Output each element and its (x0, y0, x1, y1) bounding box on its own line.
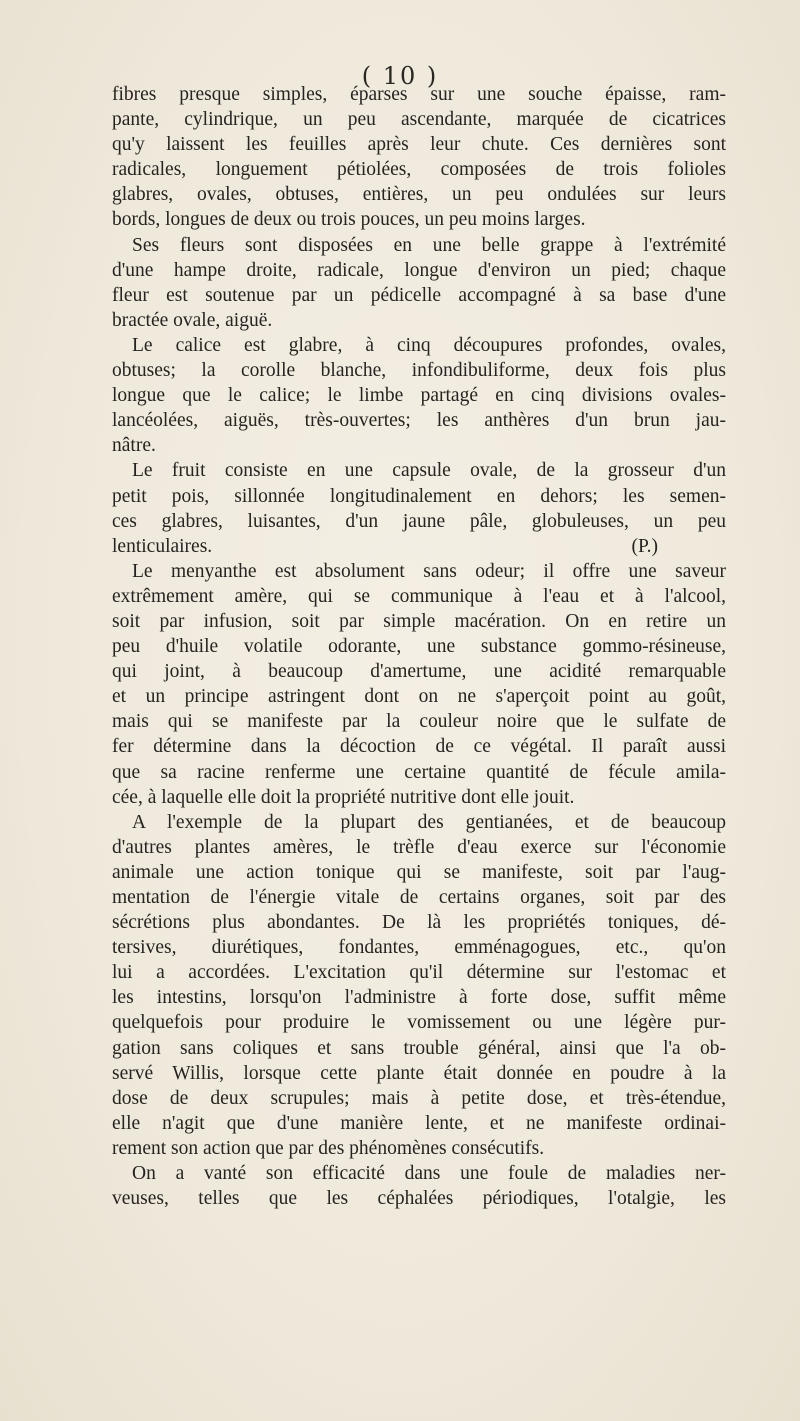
text-line: A l'exemple de la plupart des gentianées, et de beaucoup (132, 811, 726, 833)
text-line: Le calice est glabre, à cinq découpures profondes, ovales, (132, 334, 726, 356)
text-line: sécrétions plus abondantes. De là les propriétés toniques, dé- (112, 912, 726, 934)
paragraph (112, 559, 726, 810)
text-line: que sa racine renferme une certaine quantité de fécule amila- (112, 761, 726, 783)
paragraph (112, 82, 726, 233)
text-line: lancéolées, aiguës, très-ouvertes; les anthères d'un brun jau- (112, 410, 726, 432)
paragraph (112, 333, 726, 458)
text-line: peu d'huile volatile odorante, une substance gommo-résineuse, (112, 636, 726, 658)
text-line: On a vanté son efficacité dans une foule de maladies ner- (132, 1163, 726, 1185)
body-text (112, 82, 726, 1211)
text-line: soit par infusion, soit par simple macération. On en retire un (112, 610, 726, 632)
text-line: Ses fleurs sont disposées en une belle grappe à l'extrémité (132, 234, 726, 256)
text-line: petit pois, sillonnée longitudinalement en dehors; les semen- (112, 485, 726, 507)
text-line: obtuses; la corolle blanche, infondibuliforme, deux fois plus (112, 360, 726, 382)
text-line: cée, à laquelle elle doit la propriété nutritive dont elle jouit. (112, 786, 575, 808)
text-line: mais qui se manifeste par la couleur noire que le sulfate de (112, 711, 726, 733)
text-line: tersives, diurétiques, fondantes, emménagogues, etc., qu'on (112, 937, 726, 959)
text-line: d'autres plantes amères, le trèfle d'eau exerce sur l'économie (112, 836, 726, 858)
page-number: ( 10 ) (361, 62, 439, 90)
text-line: Le menyanthe est absolument sans odeur; il offre une saveur (132, 560, 726, 582)
paragraph (112, 1161, 726, 1211)
text-line: bords, longues de deux ou trois pouces, un peu moins larges. (112, 209, 586, 231)
text-line: veuses, telles que les céphalées périodiques, l'otalgie, les (112, 1188, 726, 1210)
text-line: Le fruit consiste en une capsule ovale, de la grosseur d'un (132, 460, 726, 482)
text-line: animale une action tonique qui se manifeste, soit par l'aug- (112, 861, 726, 883)
text-line: ces glabres, luisantes, d'un jaune pâle, globuleuses, un peu (112, 510, 726, 532)
text-line: fer détermine dans la décoction de ce végétal. Il paraît aussi (112, 736, 726, 758)
text-line: nâtre. (112, 435, 156, 457)
text-line: fibres presque simples, éparses sur une souche épaisse, ram- (112, 84, 726, 105)
text-line: rement son action que par des phénomènes consécutifs. (112, 1137, 545, 1159)
signature-line (112, 534, 726, 559)
text-line: gation sans coliques et sans trouble général, ainsi que l'a ob- (112, 1037, 726, 1059)
text-line: lui a accordées. L'excitation qu'il détermine sur l'estomac et (112, 962, 726, 984)
text-line: lenticulaires. (112, 535, 213, 557)
text-line: elle n'agit que d'une manière lente, et ne manifeste ordinai- (112, 1112, 726, 1134)
paragraph (112, 458, 726, 558)
text-line: extrêmement amère, qui se communique à l'eau et à l'alcool, (112, 585, 726, 607)
text-line: qu'y laissent les feuilles après leur chute. Ces dernières sont (112, 134, 726, 156)
text-line: servé Willis, lorsque cette plante était donnée en poudre à la (112, 1062, 726, 1084)
paragraph (112, 810, 726, 1161)
author-signature: (P.) (631, 535, 658, 557)
text-line: glabres, ovales, obtuses, entières, un peu ondulées sur leurs (112, 184, 726, 206)
text-line: quelquefois pour produire le vomissement ou une légère pur- (112, 1012, 726, 1034)
text-line: mentation de l'énergie vitale de certains organes, soit par des (112, 887, 726, 908)
text-line: les intestins, lorsqu'on l'administre à forte dose, suffit même (112, 987, 726, 1009)
text-line: d'une hampe droite, radicale, longue d'environ un pied; chaque (112, 259, 726, 281)
text-line: longue que le calice; le limbe partagé en cinq divisions ovales- (112, 385, 726, 407)
text-line: dose de deux scrupules; mais à petite dose, et très-étendue, (112, 1087, 726, 1109)
paragraph (112, 233, 726, 333)
text-line: fleur est soutenue par un pédicelle accompagné à sa base d'une (112, 284, 726, 306)
text-line: pante, cylindrique, un peu ascendante, marquée de cicatrices (112, 109, 726, 131)
text-line: qui joint, à beaucoup d'amertume, une acidité remarquable (112, 661, 726, 683)
text-line: radicales, longuement pétiolées, composées de trois folioles (112, 159, 726, 181)
text-line: bractée ovale, aiguë. (112, 309, 273, 331)
text-line: et un principe astringent dont on ne s'aperçoit point au goût, (112, 686, 726, 708)
